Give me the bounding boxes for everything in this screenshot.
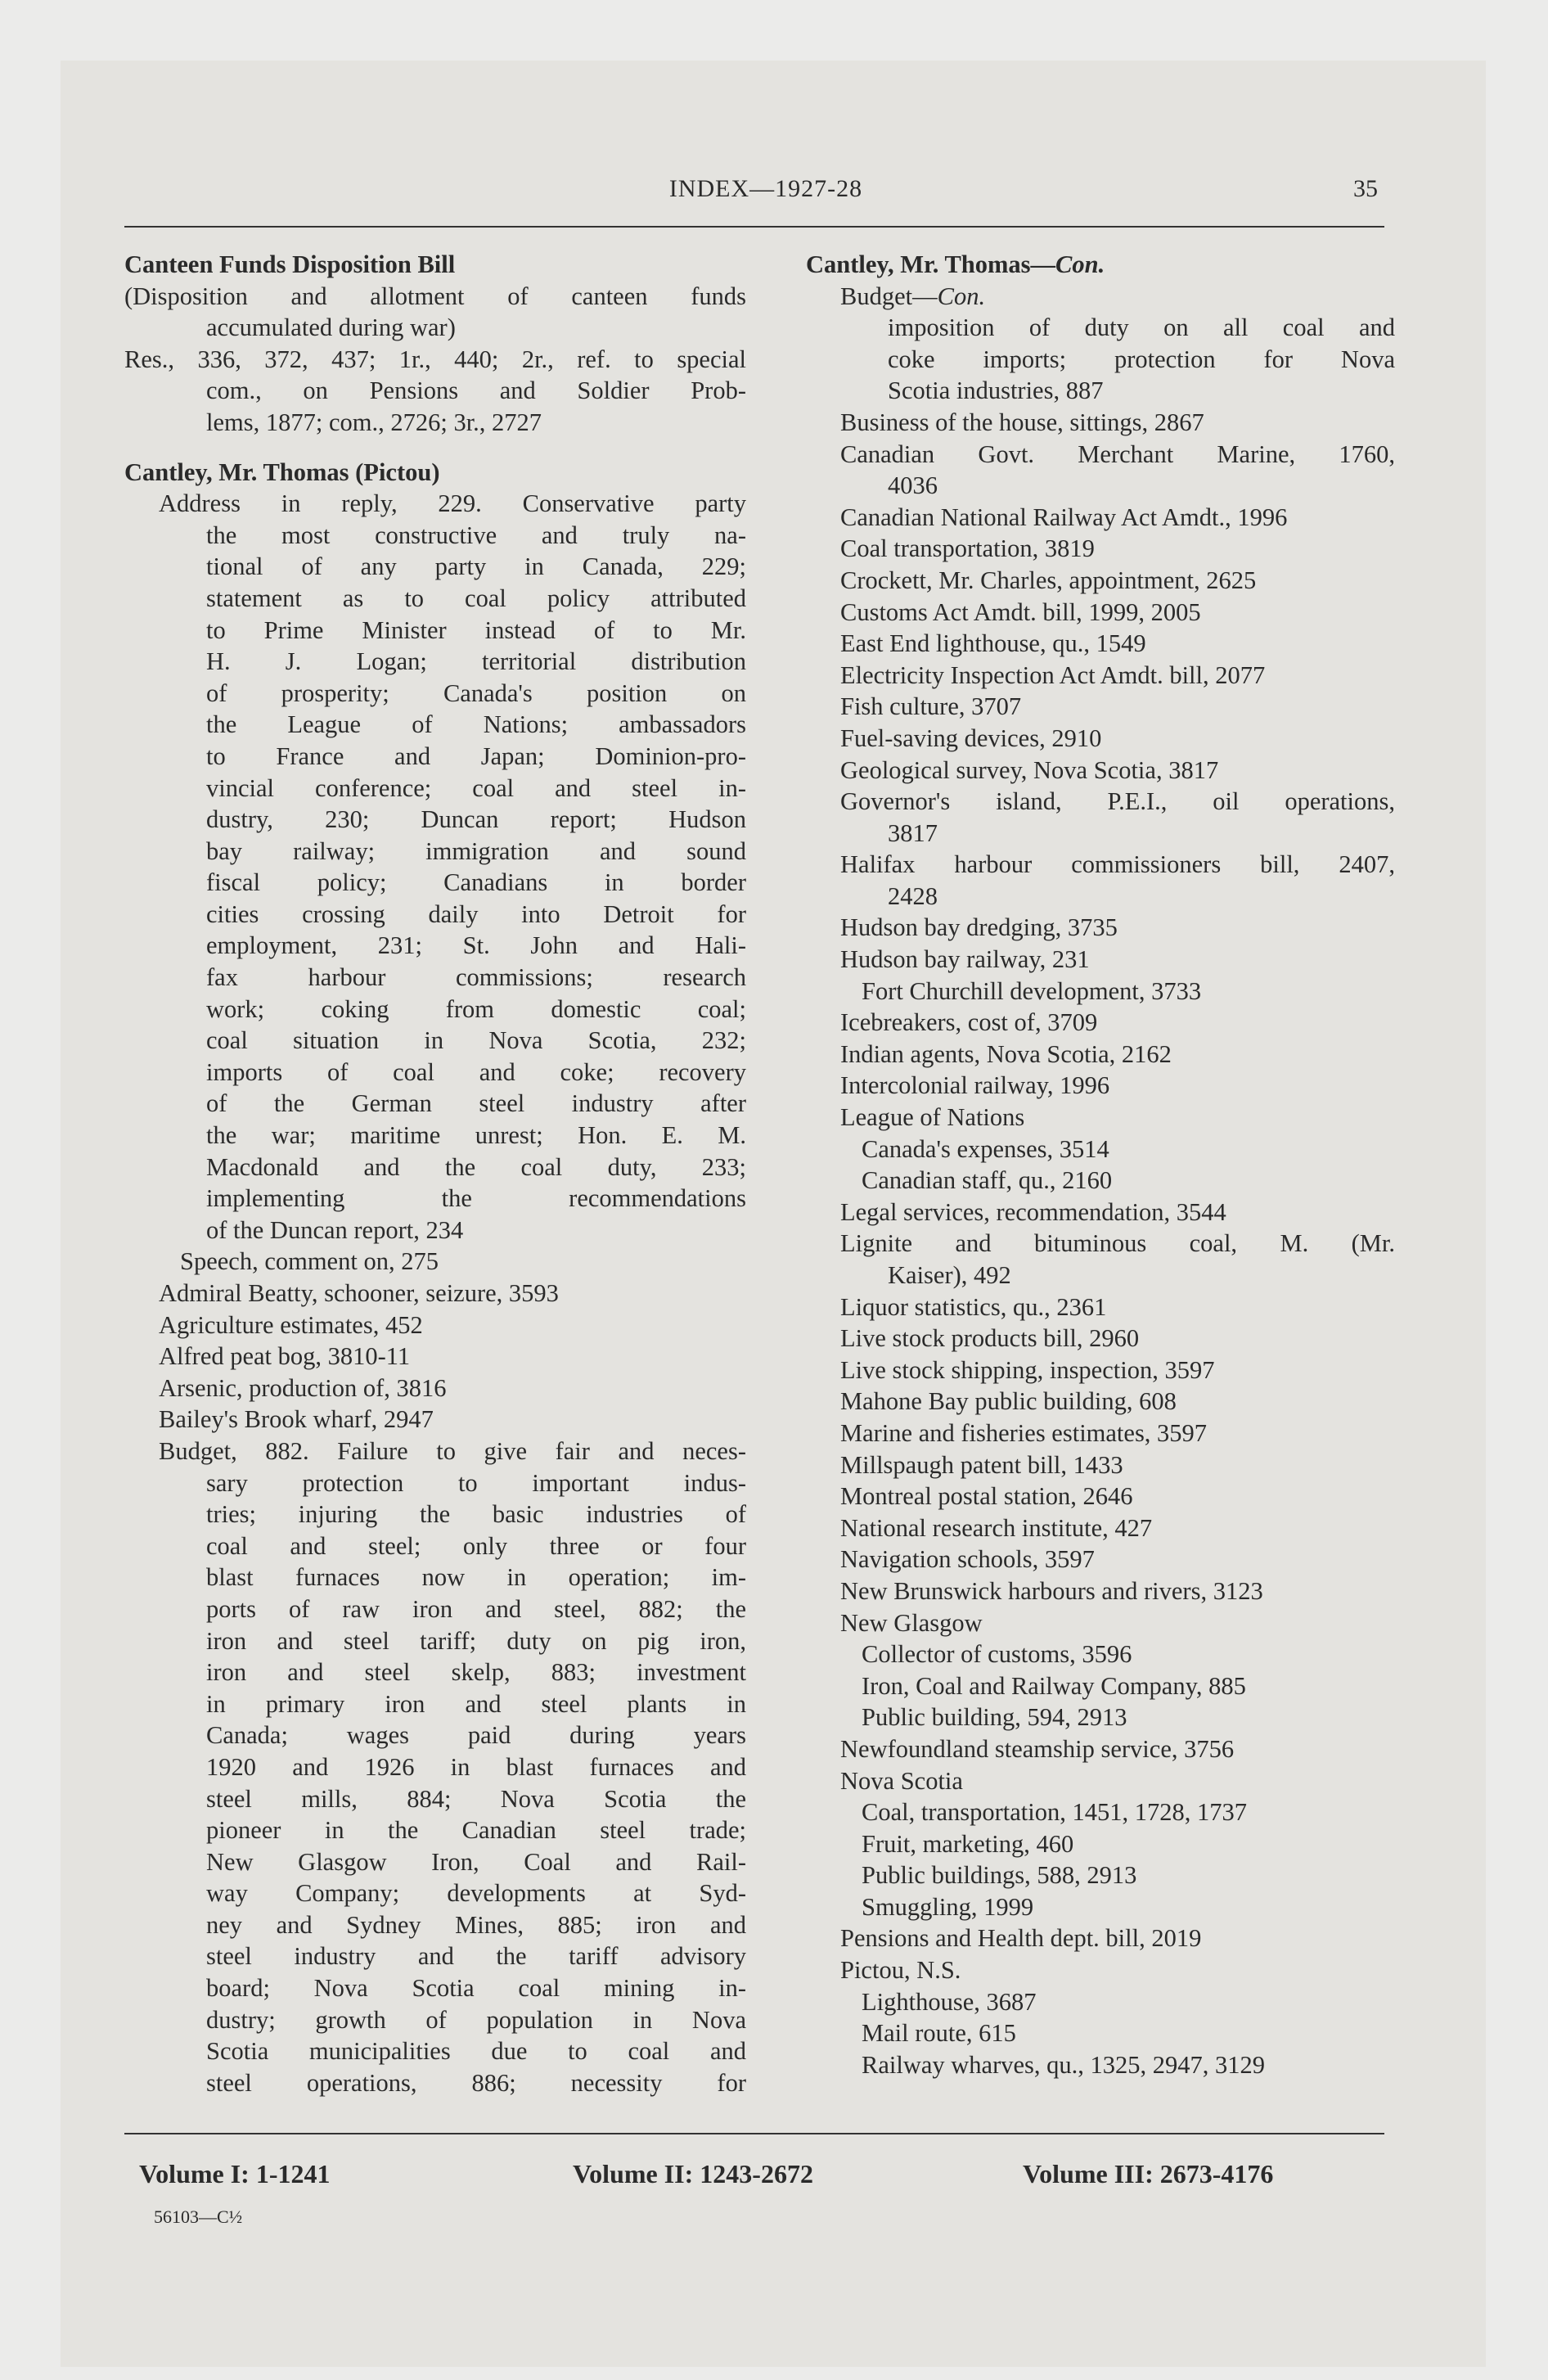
index-entry-line: cities crossing daily into Detroit for bbox=[206, 899, 746, 928]
index-entry-line: Fruit, marketing, 460 bbox=[862, 1829, 1074, 1858]
index-entry-line: statement as to coal policy attributed bbox=[206, 584, 746, 612]
index-entry-line: Electricity Inspection Act Amdt. bill, 2077 bbox=[840, 660, 1266, 689]
index-entry-line: dustry, 230; Duncan report; Hudson bbox=[206, 805, 746, 834]
index-entry-line: to France and Japan; Dominion-pro- bbox=[206, 741, 746, 770]
index-entry-line: imposition of duty on all coal and bbox=[888, 313, 1395, 342]
index-entry-line: steel mills, 884; Nova Scotia the bbox=[206, 1784, 746, 1813]
index-entry-line: Lignite and bituminous coal, M. (Mr. bbox=[840, 1229, 1395, 1258]
index-entry-line: employment, 231; St. John and Hali- bbox=[206, 931, 746, 960]
index-entry-line: sary protection to important indus- bbox=[206, 1468, 746, 1497]
index-entry-line: iron and steel tariff; duty on pig iron, bbox=[206, 1626, 746, 1655]
index-entry-line: ney and Sydney Mines, 885; iron and bbox=[206, 1910, 746, 1939]
index-entry-line: Nova Scotia bbox=[840, 1766, 963, 1795]
index-entry-line: Alfred peat bog, 3810-11 bbox=[159, 1342, 411, 1371]
index-entry-line: 1920 and 1926 in blast furnaces and bbox=[206, 1752, 746, 1781]
volume-3-range: Volume III: 2673-4176 bbox=[1023, 2159, 1274, 2188]
index-entry-line: coal situation in Nova Scotia, 232; bbox=[206, 1026, 746, 1055]
index-entry-line: League of Nations bbox=[840, 1103, 1025, 1132]
index-entry-line: ports of raw iron and steel, 882; the bbox=[206, 1594, 746, 1623]
index-entry-line: Fort Churchill development, 3733 bbox=[862, 976, 1202, 1005]
index-entry-line: work; coking from domestic coal; bbox=[206, 994, 746, 1023]
index-entry-line: Coal transportation, 3819 bbox=[840, 534, 1095, 563]
index-entry-line: 2428 bbox=[888, 881, 938, 910]
index-entry-line: Hudson bay dredging, 3735 bbox=[840, 913, 1118, 942]
index-entry-line: Speech, comment on, 275 bbox=[180, 1247, 439, 1276]
index-entry-line: Address in reply, 229. Conservative party bbox=[159, 489, 746, 518]
index-entry-line: pioneer in the Canadian steel trade; bbox=[206, 1816, 746, 1845]
index-entry-line: Halifax harbour commissioners bill, 2407, bbox=[840, 850, 1395, 879]
index-entry-line: New Glasgow bbox=[840, 1608, 983, 1637]
index-entry-line: Canadian Govt. Merchant Marine, 1760, bbox=[840, 439, 1395, 468]
print-code: 56103—C½ bbox=[154, 2206, 243, 2227]
index-entry-line: (Disposition and allotment of canteen funds bbox=[124, 282, 746, 310]
index-entry-line: Canada; wages paid during years bbox=[206, 1721, 746, 1750]
index-entry-line: in primary iron and steel plants in bbox=[206, 1689, 746, 1718]
index-entry-line: Scotia industries, 887 bbox=[888, 376, 1104, 405]
index-entry-line: Lighthouse, 3687 bbox=[862, 1987, 1037, 2016]
index-entry-line: board; Nova Scotia coal mining in- bbox=[206, 1974, 746, 2003]
index-entry-line: accumulated during war) bbox=[206, 313, 456, 342]
index-heading: Canteen Funds Disposition Bill bbox=[124, 250, 456, 278]
index-entry-line: of prosperity; Canada's position on bbox=[206, 678, 746, 707]
volume-2-range: Volume II: 1243-2672 bbox=[573, 2159, 813, 2188]
index-entry-line: Liquor statistics, qu., 2361 bbox=[840, 1292, 1107, 1321]
index-entry-line: tries; injuring the basic industries of bbox=[206, 1500, 746, 1529]
index-entry-line: implementing the recommendations bbox=[206, 1184, 746, 1213]
index-entry-line: Res., 336, 372, 437; 1r., 440; 2r., ref. to special bbox=[124, 345, 746, 373]
index-entry-line: Canadian staff, qu., 2160 bbox=[862, 1166, 1113, 1195]
index-entry-line: coal and steel; only three or four bbox=[206, 1531, 746, 1560]
index-entry-line: Crockett, Mr. Charles, appointment, 2625 bbox=[840, 566, 1257, 594]
index-entry-line: coke imports; protection for Nova bbox=[888, 345, 1395, 373]
index-heading: Cantley, Mr. Thomas—Con. bbox=[806, 250, 1105, 278]
index-entry-line: Montreal postal station, 2646 bbox=[840, 1482, 1133, 1511]
index-entry-line: Smuggling, 1999 bbox=[862, 1892, 1034, 1921]
index-entry-line: Mail route, 615 bbox=[862, 2019, 1016, 2048]
index-entry-line: New Brunswick harbours and rivers, 3123 bbox=[840, 1576, 1263, 1605]
index-entry-line: Pictou, N.S. bbox=[840, 1956, 961, 1985]
index-entry-line: Admiral Beatty, schooner, seizure, 3593 bbox=[159, 1279, 559, 1307]
index-entry-line: Marine and fisheries estimates, 3597 bbox=[840, 1418, 1208, 1447]
index-entry-line: Business of the house, sittings, 2867 bbox=[840, 408, 1204, 436]
index-entry-line: Public building, 594, 2913 bbox=[862, 1703, 1127, 1732]
index-entry-line: East End lighthouse, qu., 1549 bbox=[840, 629, 1146, 658]
index-entry-line: lems, 1877; com., 2726; 3r., 2727 bbox=[206, 408, 542, 436]
index-entry-line: Iron, Coal and Railway Company, 885 bbox=[862, 1671, 1246, 1700]
index-entry-line: Icebreakers, cost of, 3709 bbox=[840, 1008, 1098, 1037]
index-entry-line: Scotia municipalities due to coal and bbox=[206, 2037, 746, 2066]
index-entry-line: Fuel-saving devices, 2910 bbox=[840, 723, 1102, 752]
index-entry-line: bay railway; immigration and sound bbox=[206, 836, 746, 865]
index-heading: Cantley, Mr. Thomas (Pictou) bbox=[124, 458, 440, 486]
index-entry-line: National research institute, 427 bbox=[840, 1513, 1153, 1542]
volume-1-range: Volume I: 1-1241 bbox=[139, 2159, 331, 2188]
index-entry-line: Collector of customs, 3596 bbox=[862, 1640, 1132, 1669]
index-entry-line: Live stock shipping, inspection, 3597 bbox=[840, 1355, 1215, 1384]
header-rule bbox=[124, 226, 1384, 228]
index-entry-line: tional of any party in Canada, 229; bbox=[206, 552, 746, 581]
index-entry-line: way Company; developments at Syd- bbox=[206, 1879, 746, 1908]
index-entry-line: New Glasgow Iron, Coal and Rail- bbox=[206, 1847, 746, 1876]
index-entry-line: steel operations, 886; necessity for bbox=[206, 2068, 746, 2097]
index-entry-line: H. J. Logan; territorial distribution bbox=[206, 647, 746, 676]
index-entry-line: Budget, 882. Failure to give fair and neces- bbox=[159, 1436, 746, 1465]
index-title: INDEX—1927-28 bbox=[668, 175, 863, 202]
index-entry-line: Coal, transportation, 1451, 1728, 1737 bbox=[862, 1798, 1248, 1827]
index-entry-line: dustry; growth of population in Nova bbox=[206, 2005, 746, 2034]
index-entry-line: of the German steel industry after bbox=[206, 1089, 746, 1118]
index-entry-line: blast furnaces now in operation; im- bbox=[206, 1563, 746, 1592]
index-entry-line: Fish culture, 3707 bbox=[840, 692, 1022, 721]
index-entry-line: Customs Act Amdt. bill, 1999, 2005 bbox=[840, 597, 1201, 626]
index-entry-line: Pensions and Health dept. bill, 2019 bbox=[840, 1924, 1202, 1953]
index-entry-line: Agriculture estimates, 452 bbox=[159, 1310, 423, 1339]
right-column bbox=[806, 249, 1395, 2080]
page-header bbox=[154, 175, 1378, 208]
index-entry-line: fax harbour commissions; research bbox=[206, 963, 746, 992]
index-entry-line: Live stock products bill, 2960 bbox=[840, 1324, 1140, 1353]
index-entry-line: Bailey's Brook wharf, 2947 bbox=[159, 1405, 434, 1434]
index-entry-line: the most constructive and truly na- bbox=[206, 521, 746, 549]
index-entry-line: the League of Nations; ambassadors bbox=[206, 710, 746, 739]
index-entry-line: of the Duncan report, 234 bbox=[206, 1215, 464, 1244]
volume-footer bbox=[139, 2159, 1399, 2192]
index-entry-line: imports of coal and coke; recovery bbox=[206, 1057, 746, 1086]
left-column bbox=[124, 249, 746, 2098]
footer-rule bbox=[124, 2133, 1384, 2134]
index-entry-line: Hudson bay railway, 231 bbox=[840, 945, 1090, 974]
index-entry-line: Railway wharves, qu., 1325, 2947, 3129 bbox=[862, 2050, 1266, 2079]
index-entry-line: Legal services, recommendation, 3544 bbox=[840, 1197, 1226, 1226]
index-entry-line: 4036 bbox=[888, 471, 938, 500]
page-number: 35 bbox=[1353, 175, 1378, 202]
index-entry-line: Newfoundland steamship service, 3756 bbox=[840, 1734, 1235, 1763]
index-entry-line: to Prime Minister instead of to Mr. bbox=[206, 615, 746, 644]
index-entry-line: iron and steel skelp, 883; investment bbox=[206, 1658, 746, 1687]
index-entry-line: Navigation schools, 3597 bbox=[840, 1545, 1095, 1574]
index-entry-line: steel industry and the tariff advisory bbox=[206, 1942, 746, 1971]
index-entry-line: com., on Pensions and Soldier Prob- bbox=[206, 376, 746, 405]
index-entry-line: vincial conference; coal and steel in- bbox=[206, 773, 746, 802]
index-entry-line: the war; maritime unrest; Hon. E. M. bbox=[206, 1121, 746, 1150]
index-entry-line: Public buildings, 588, 2913 bbox=[862, 1861, 1137, 1890]
index-entry-line: Arsenic, production of, 3816 bbox=[159, 1373, 447, 1402]
index-entry-line: Intercolonial railway, 1996 bbox=[840, 1071, 1110, 1100]
index-entry-line: Indian agents, Nova Scotia, 2162 bbox=[840, 1039, 1172, 1068]
index-entry-line: fiscal policy; Canadians in border bbox=[206, 868, 746, 897]
index-entry-line: Mahone Bay public building, 608 bbox=[840, 1387, 1177, 1416]
index-entry-line: Canada's expenses, 3514 bbox=[862, 1134, 1109, 1163]
index-entry-line: Canadian National Railway Act Amdt., 1996 bbox=[840, 503, 1288, 531]
index-entry-line: Budget—Con. bbox=[840, 282, 986, 310]
index-entry-line: Geological survey, Nova Scotia, 3817 bbox=[840, 755, 1219, 784]
index-entry-line: Kaiser), 492 bbox=[888, 1261, 1011, 1289]
index-entry-line: Millspaugh patent bill, 1433 bbox=[840, 1450, 1123, 1479]
index-entry-line: 3817 bbox=[888, 818, 938, 847]
index-entry-line: Governor's island, P.E.I., oil operations, bbox=[840, 787, 1395, 816]
index-entry-line: Macdonald and the coal duty, 233; bbox=[206, 1152, 746, 1181]
